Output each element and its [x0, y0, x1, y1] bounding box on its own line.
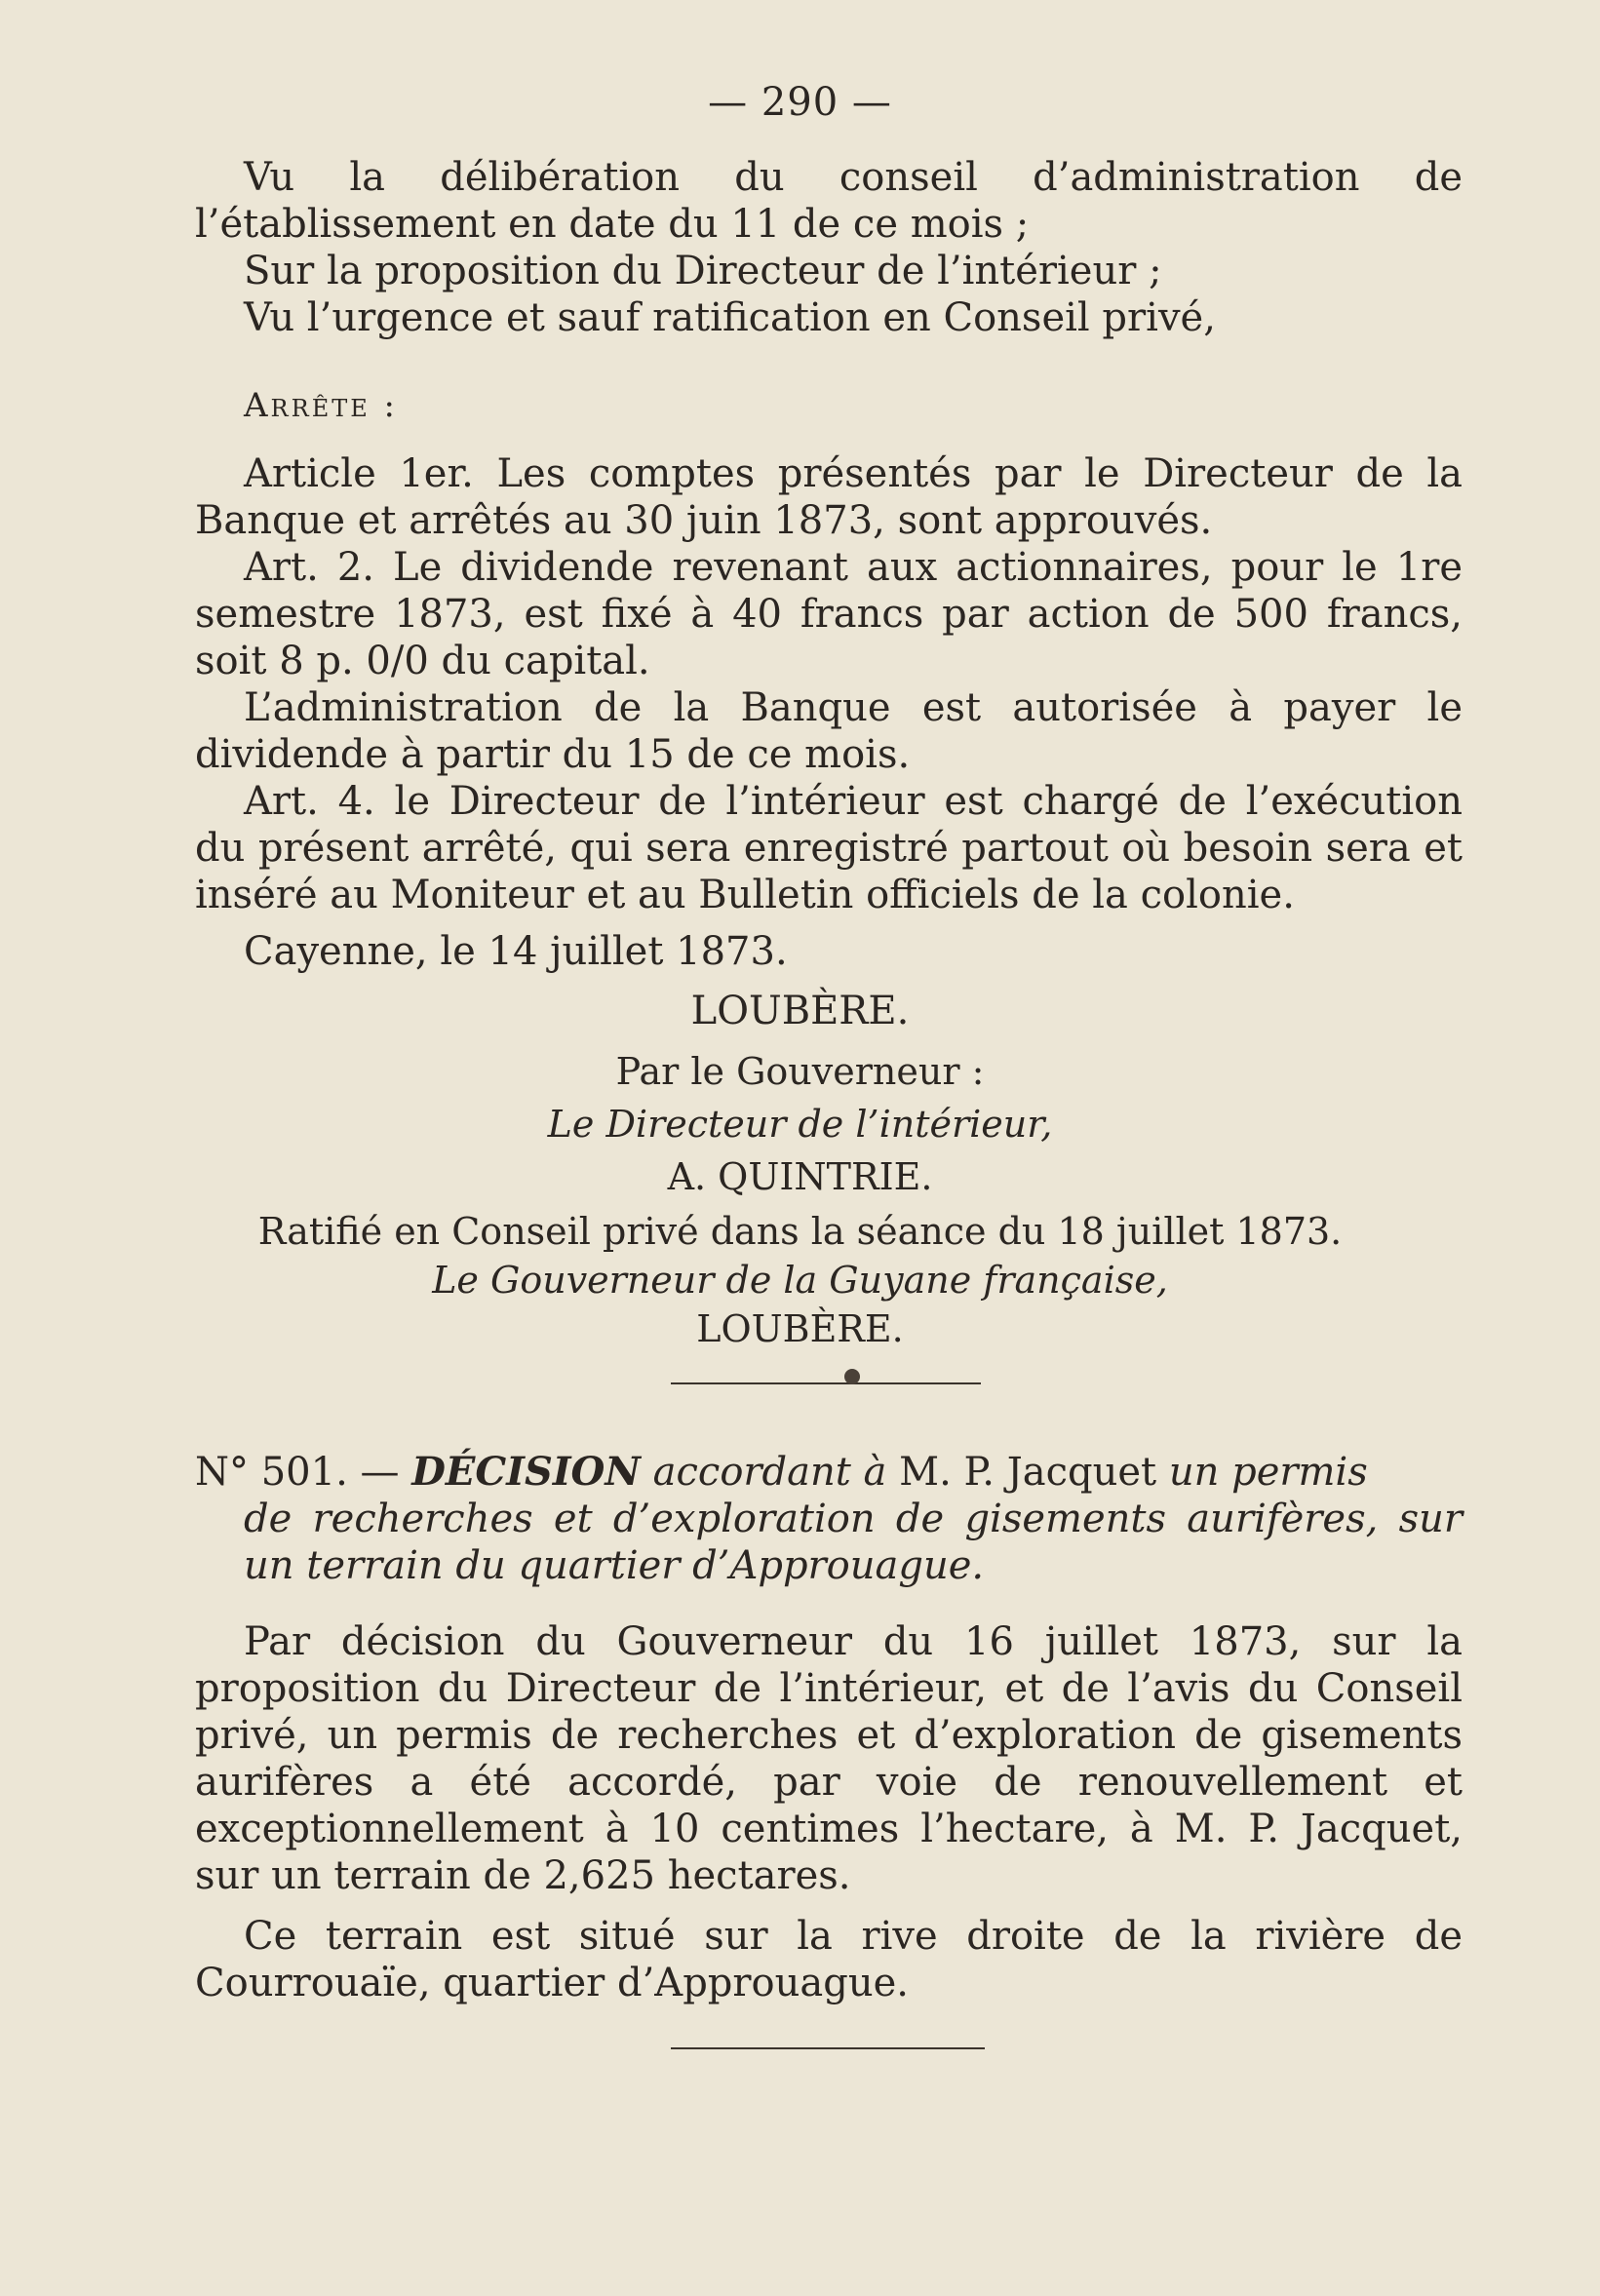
- article-1: Article 1er. Les comptes présentés par le Directeur de la Banque et arrêtés au 30 juin 1873, sont approuvés.: [195, 451, 1463, 543]
- decision-body-paragraph-2: Ce terrain est situé sur la rive droite de la rivière de Courrouaïe, quartier d’Approuague.: [195, 1914, 1463, 2005]
- decision-body: [195, 1618, 1463, 2006]
- date-line: Cayenne, le 14 juillet 1873.: [244, 929, 788, 974]
- ornament-icon: [844, 1369, 860, 1384]
- decision-title-rest-2: un permis: [1168, 1450, 1368, 1495]
- decision-title-continuation: de recherches et d’exploration de gisements aurifères, sur un terrain du quartier d’Approuague.: [244, 1497, 1463, 1588]
- arrete-heading: [195, 382, 1463, 429]
- page-number: — 290 —: [708, 80, 892, 125]
- ratifie-line: Ratifié en Conseil privé dans la séance du 18 juillet 1873.: [257, 1210, 1343, 1253]
- gouverneur-title: Le Gouverneur de la Guyane française,: [432, 1259, 1168, 1302]
- decision-heading: [195, 1449, 1463, 1589]
- par-le-gouverneur: Par le Gouverneur :: [615, 1050, 985, 1093]
- preamble-line-2: Sur la proposition du Directeur de l’intérieur ;: [244, 249, 1162, 293]
- arrete-label: Arrête :: [244, 386, 399, 425]
- closing-rule: [671, 2047, 985, 2049]
- preamble-line-3: Vu l’urgence et sauf ratification en Conseil privé,: [244, 295, 1216, 340]
- article-3: L’administration de la Banque est autorisée à payer le dividende à partir du 15 de ce mois.: [195, 685, 1463, 777]
- articles: [195, 450, 1463, 918]
- directeur-name: A. QUINTRIE.: [667, 1155, 933, 1198]
- preamble-line-1: Vu la délibération du conseil d’administration de l’établissement en date du 11 de ce mois ;: [195, 155, 1463, 247]
- governor-signature: LOUBÈRE.: [690, 989, 910, 1033]
- decision-title-word: DÉCISION: [411, 1449, 641, 1495]
- decision-title-rest-1: accordant à: [652, 1450, 887, 1495]
- preamble: [195, 154, 1463, 341]
- gouverneur-name: LOUBÈRE.: [696, 1307, 904, 1350]
- directeur-title: Le Directeur de l’intérieur,: [547, 1103, 1053, 1146]
- decision-body-paragraph-1: Par décision du Gouverneur du 16 juillet 1873, sur la proposition du Directeur de l’intérieur, et de l’avis du Conseil privé, un permis de recherches et d’exploration de gisements aurifères a été accordé, par voie de renouvellement et exceptionnellement à 10 centimes l’hectare, à M. P. Jacquet, sur un terrain de 2,625 hectares.: [195, 1619, 1463, 1898]
- decision-name: M. P. Jacquet: [899, 1450, 1157, 1495]
- date-block: [195, 928, 1463, 975]
- decision-number: N° 501. —: [195, 1450, 400, 1495]
- article-2: Art. 2. Le dividende revenant aux actionnaires, pour le 1re semestre 1873, est fixé à 40 francs par action de 500 francs, soit 8 p. 0/0 du capital.: [195, 545, 1463, 683]
- article-4: Art. 4. le Directeur de l’intérieur est chargé de l’exécution du présent arrêté, qui sera enregistré partout où besoin sera et inséré au Moniteur et au Bulletin officiels de la colonie.: [195, 779, 1463, 917]
- separator-rule: [671, 1382, 981, 1384]
